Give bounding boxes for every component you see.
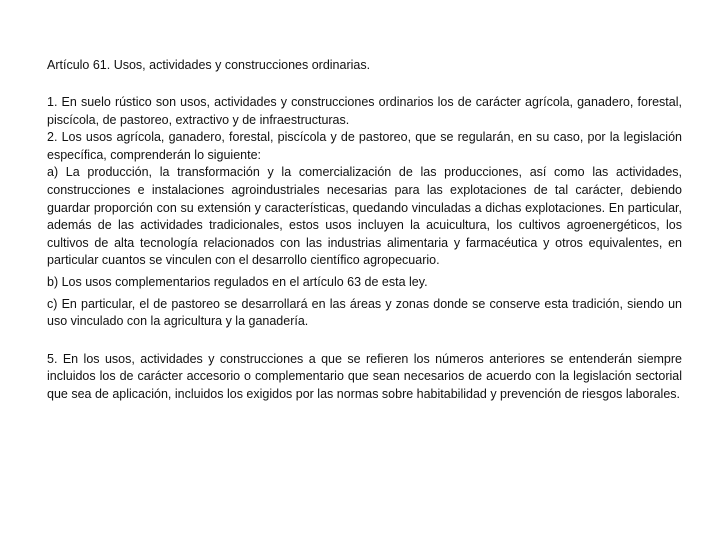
paragraph-5: 5. En los usos, actividades y construcciones a que se refieren los números anteriores se entenderán siempre incluidos los de carácter accesorio o complementario que sean necesarios de acuerdo con la legislación sectorial que sea de aplicación, incluidos los exigidos por las normas sobre habitabilidad y prevención de riesgos laborales. [47,351,682,401]
paragraph-2b: b) Los usos complementarios regulados en el artículo 63 de esta ley. [47,274,428,289]
article-title: Artículo 61. Usos, actividades y construcciones ordinarias. [47,58,371,72]
paragraph-2c: c) En particular, el de pastoreo se desarrollará en las áreas y zonas donde se conserve esta tradición, siendo un uso vinculado con la agricultura y la ganadería. [47,296,682,329]
paragraph-2: 2. Los usos agrícola, ganadero, forestal, piscícola y de pastoreo, que se regularán, en su caso, por la legislación específica, comprenderán lo siguiente: [47,130,682,162]
paragraph-2a: a) La producción, la transformación y la comercialización de las producciones, así como las actividades, construcciones e instalaciones agroindustriales necesarias para las explotaciones de tal carácter, debiendo guardar proporción con su extensión y características, quedando vinculadas a dichas explotaciones. En particular, además de las actividades tradicionales, estos usos incluyen la acuicultura, los cultivos agroenergéticos, los cultivos de alta tecnología relacionados con las industrias alimentaria y farmacéutica y otros equivalentes, en particular cuantos se vinculen con el desarrollo científico agropecuario. [47,165,682,268]
paragraph-1: 1. En suelo rústico son usos, actividades y construcciones ordinarios los de carácter agrícola, ganadero, forestal, piscícola, de pastoreo, extractivo y de infraestructuras. [47,95,682,127]
document-page [47,56,682,404]
